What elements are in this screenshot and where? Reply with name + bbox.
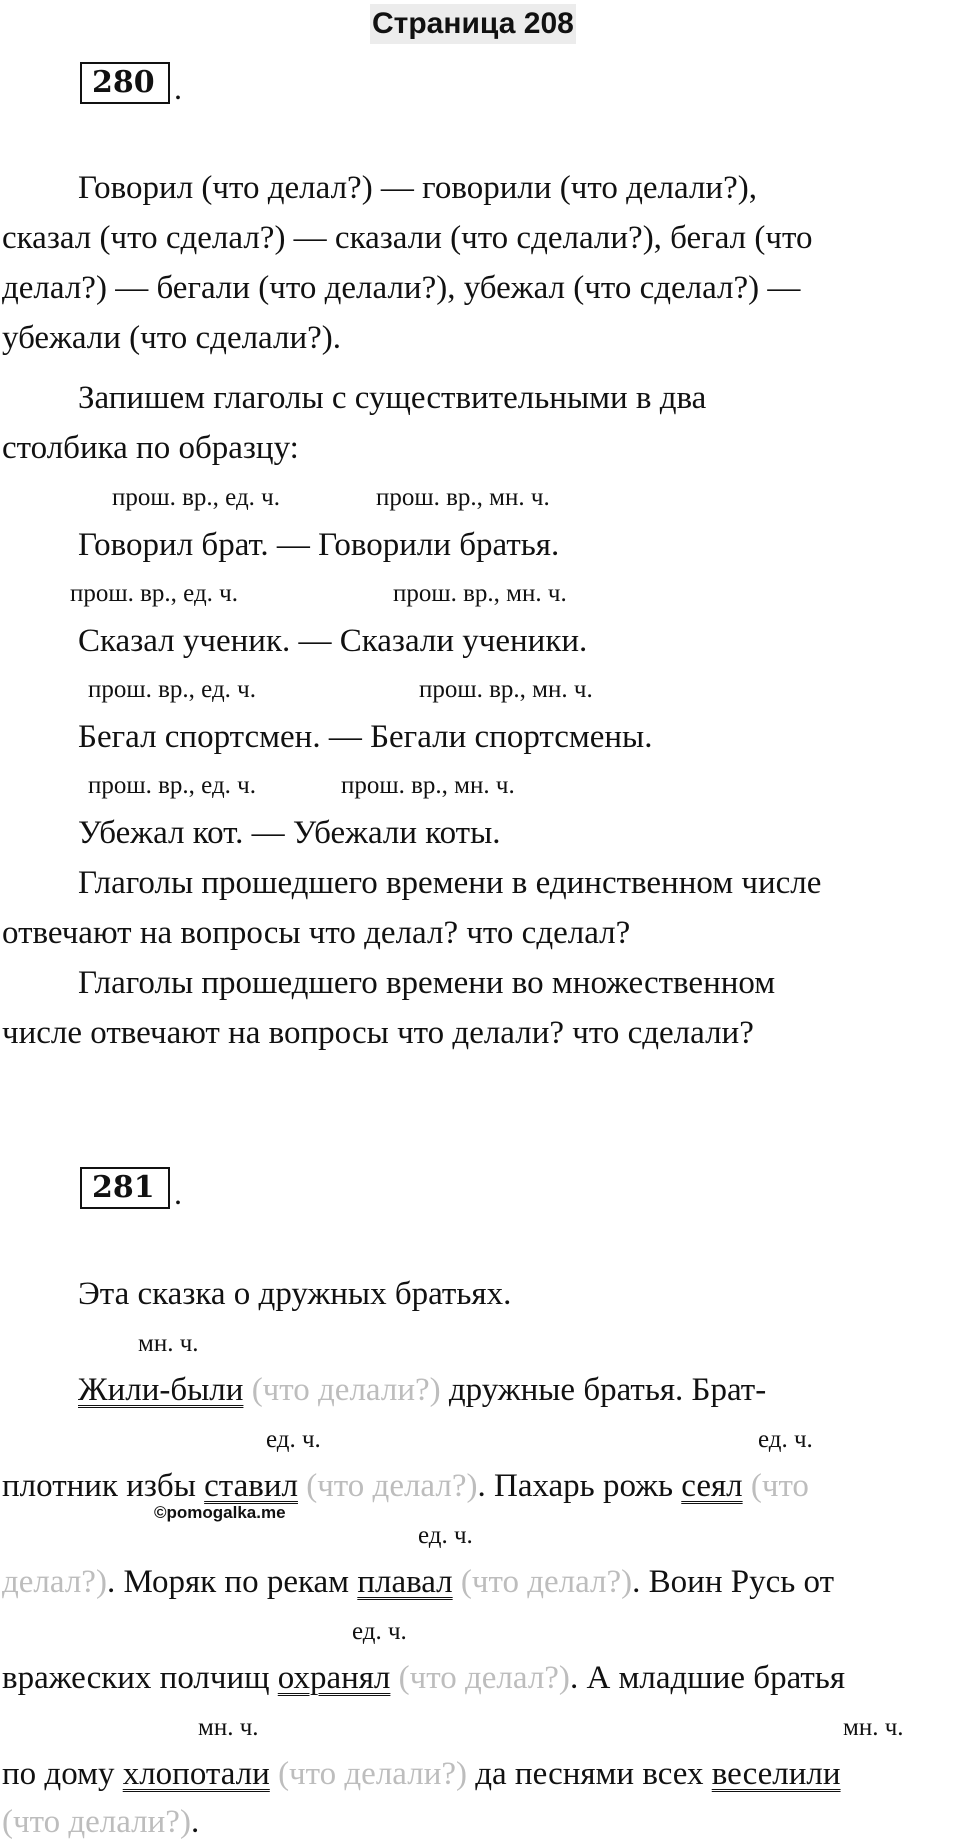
story-text: да песнями всех bbox=[467, 1756, 712, 1792]
text-line: сказал (что сделал?) — сказали (что сделали?), бегал (что bbox=[2, 220, 813, 256]
example-pair: Убежал кот. — Убежали коты. bbox=[78, 815, 501, 851]
story-line bbox=[2, 1560, 834, 1604]
grammar-label: ед. ч. bbox=[758, 1426, 813, 1453]
grammar-label: прош. вр., мн. ч. bbox=[376, 484, 550, 511]
grammar-label: ед. ч. bbox=[352, 1618, 407, 1645]
question-hint: (что делал?) bbox=[306, 1468, 478, 1504]
grammar-label: прош. вр., ед. ч. bbox=[112, 484, 280, 511]
verb-underlined: хлопотали bbox=[122, 1756, 270, 1792]
story-line bbox=[2, 1656, 845, 1700]
story-line bbox=[2, 1800, 199, 1844]
grammar-label: прош. вр., мн. ч. bbox=[341, 772, 515, 799]
text-line: убежали (что сделали?). bbox=[2, 320, 342, 356]
question-hint: (что делал?) bbox=[460, 1564, 633, 1600]
verb-underlined: сеял bbox=[681, 1468, 743, 1504]
story-text: вражеских полчищ bbox=[2, 1660, 278, 1696]
grammar-label: прош. вр., мн. ч. bbox=[393, 580, 567, 607]
story-text: по дому bbox=[2, 1756, 123, 1792]
story-text: дружные братья. Брат- bbox=[440, 1372, 767, 1408]
task-number-dot: . bbox=[174, 70, 182, 106]
grammar-label: мн. ч. bbox=[138, 1330, 199, 1357]
grammar-label: прош. вр., мн. ч. bbox=[419, 676, 593, 703]
example-pair: Сказал ученик. — Сказали ученики. bbox=[78, 623, 588, 659]
grammar-label: мн. ч. bbox=[198, 1714, 259, 1741]
question-hint: (что делали?) bbox=[2, 1804, 191, 1840]
grammar-label: прош. вр., ед. ч. bbox=[70, 580, 238, 607]
story-line bbox=[2, 1752, 841, 1796]
question-hint: (что делали?) bbox=[278, 1756, 467, 1792]
task-number-text: 281 bbox=[92, 1170, 155, 1205]
question-hint: (что делал?) bbox=[398, 1660, 570, 1696]
watermark: ©pomogalka.me bbox=[154, 1503, 286, 1522]
story-text: . Воин Русь от bbox=[632, 1564, 835, 1600]
story-text: . Моряк по рекам bbox=[106, 1564, 358, 1600]
grammar-label: ед. ч. bbox=[418, 1522, 473, 1549]
text-line: числе отвечают на вопросы что делали? что сделали? bbox=[2, 1015, 754, 1051]
question-hint: (что делали?) bbox=[251, 1372, 441, 1408]
text-line: столбика по образцу: bbox=[2, 430, 299, 466]
question-hint: (что bbox=[750, 1468, 809, 1504]
grammar-label: ед. ч. bbox=[266, 1426, 321, 1453]
verb-underlined: веселили bbox=[711, 1756, 841, 1792]
story-text: . Пахарь рожь bbox=[477, 1468, 682, 1504]
text-line: Запишем глаголы с существительными в два bbox=[78, 380, 707, 416]
text-line: Глаголы прошедшего времени в единственном числе bbox=[78, 865, 822, 901]
grammar-label: прош. вр., ед. ч. bbox=[88, 772, 256, 799]
verb-underlined: охранял bbox=[277, 1660, 391, 1696]
task-number-text: 280 bbox=[92, 65, 155, 100]
text-line: делал?) — бегали (что делали?), убежал (что сделал?) — bbox=[2, 270, 801, 306]
example-pair: Говорил брат. — Говорили братья. bbox=[78, 527, 560, 563]
verb-underlined: плавал bbox=[357, 1564, 453, 1600]
text-line: отвечают на вопросы что делал? что сделал? bbox=[2, 915, 631, 951]
task-number-dot: . bbox=[174, 1175, 182, 1211]
story-line bbox=[78, 1368, 766, 1412]
story-text: . bbox=[190, 1804, 200, 1840]
story-line bbox=[2, 1464, 809, 1508]
grammar-label: прош. вр., ед. ч. bbox=[88, 676, 256, 703]
page-title: Страница 208 bbox=[370, 4, 576, 44]
text-line: Глаголы прошедшего времени во множественном bbox=[78, 965, 776, 1001]
question-hint: делал?) bbox=[2, 1564, 107, 1600]
story-title: Эта сказка о дружных братьях. bbox=[78, 1276, 512, 1312]
story-text: . А младшие братья bbox=[569, 1660, 846, 1696]
task-number-280 bbox=[80, 62, 182, 106]
verb-underlined: Жили-были bbox=[78, 1372, 244, 1408]
story-text: плотник избы bbox=[2, 1468, 205, 1504]
grammar-label: мн. ч. bbox=[843, 1714, 904, 1741]
task-number-281 bbox=[80, 1167, 182, 1211]
text-line: Говорил (что делал?) — говорили (что делали?), bbox=[78, 170, 757, 206]
example-pair: Бегал спортсмен. — Бегали спортсмены. bbox=[78, 719, 653, 755]
verb-underlined: ставил bbox=[204, 1468, 298, 1504]
